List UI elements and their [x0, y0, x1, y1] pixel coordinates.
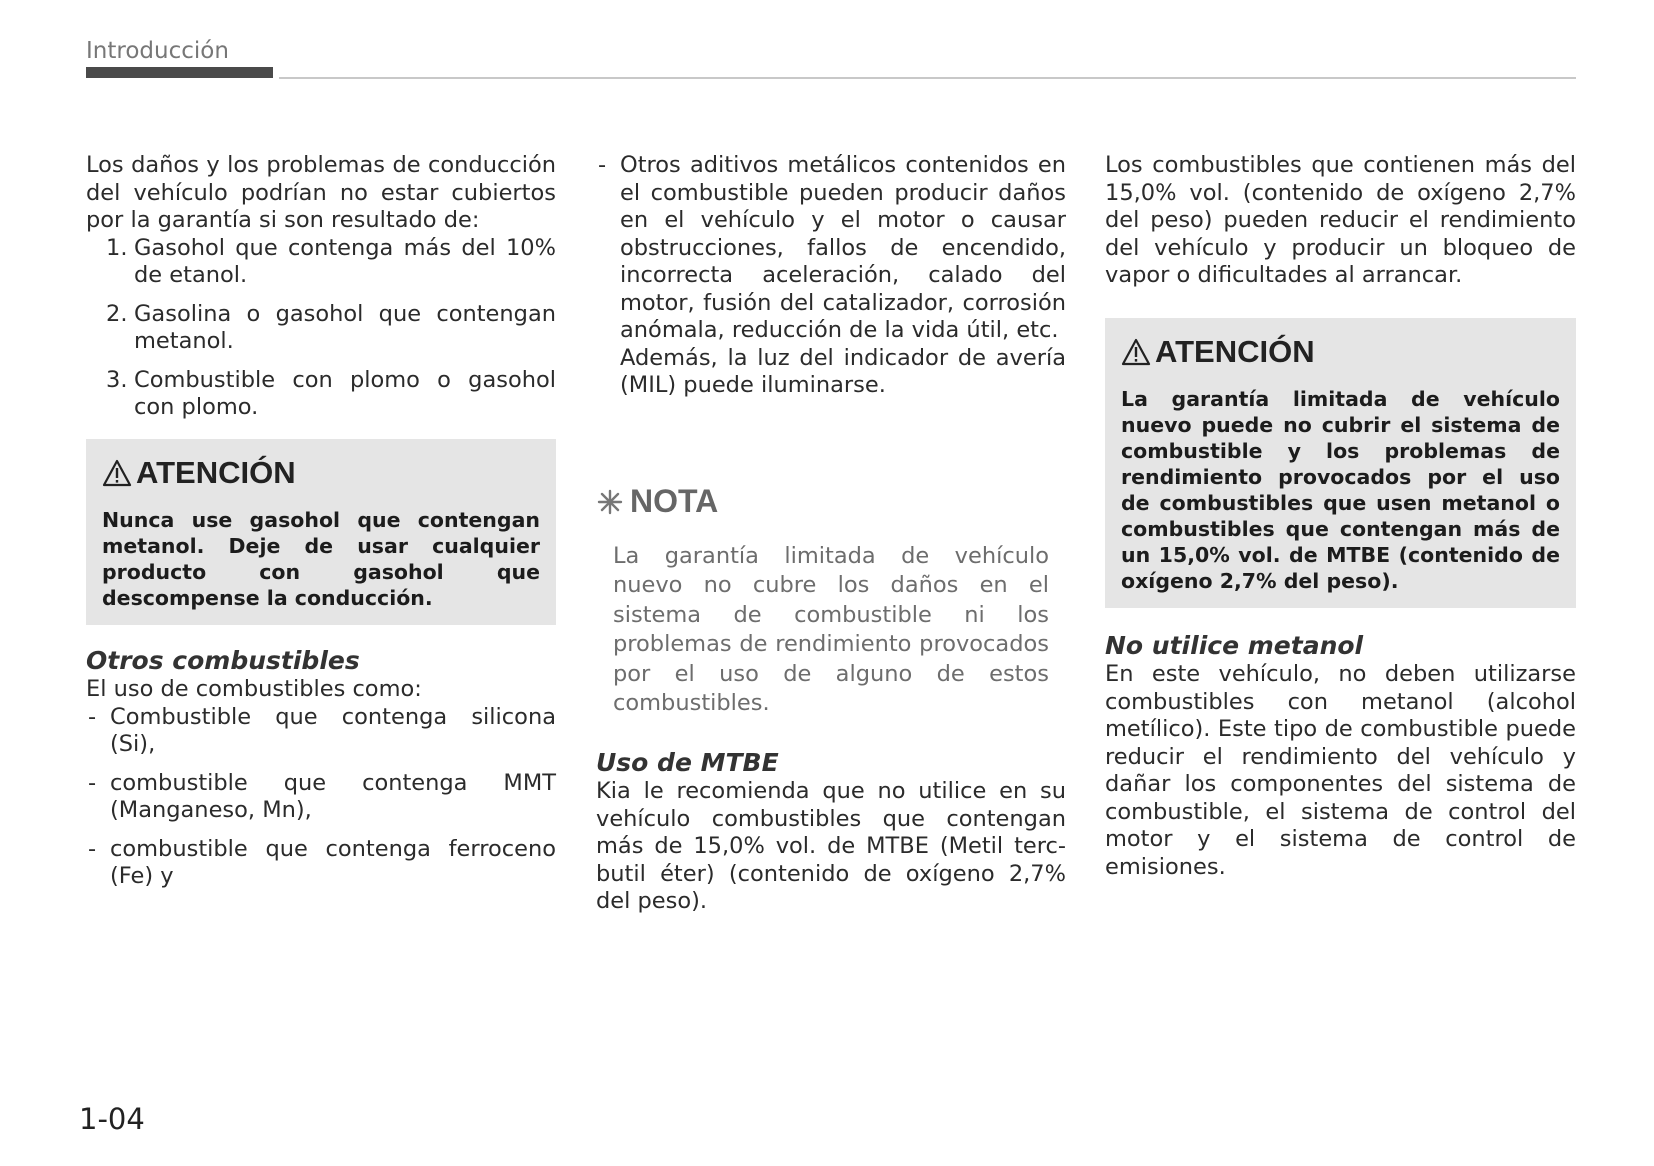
dash-marker: - [598, 152, 607, 178]
warning-box [86, 439, 556, 625]
warning-title [102, 453, 540, 493]
dash-item-text: combustible que contenga ferroceno (Fe) y [110, 835, 556, 889]
warning-body: Nunca use gasohol que contengan metanol. Deje de usar cualquier producto con gasohol que descompense la conducción. [102, 507, 540, 610]
dash-list [596, 152, 1066, 400]
column-middle [596, 152, 1066, 916]
section-intro: El uso de combustibles como: [86, 676, 422, 702]
list-item [86, 367, 556, 422]
intro-paragraph: Los daños y los problemas de conducción del vehículo podrían no estar cubiertos por la garantía si son resultado de: [86, 152, 556, 233]
column-right [1105, 152, 1576, 881]
dash-list-item [86, 704, 556, 759]
dash-item-text: combustible que contenga MMT (Manganeso, Mn), [110, 769, 556, 823]
dash-list-item [596, 152, 1066, 400]
section-body-metanol: En este vehículo, no deben utilizarse combustibles con metanol (alcohol metílico). Este tipo de combustible puede reducir el rendimiento del vehículo y dañar los componentes del sistema de combustible, el sistema de control del motor y el sistema de control de emisiones. [1105, 661, 1576, 880]
note-block [596, 482, 1066, 719]
list-number: 1. [106, 234, 128, 261]
warning-body: La garantía limitada de vehículo nuevo puede no cubrir el sistema de combustible y los problemas de rendimiento provocados por el uso de combustibles que usen metanol o combustibles que contengan más de un 15,0% vol. de MTBE (contenido de oxígeno 2,7% del peso). [1121, 386, 1560, 593]
dash-list [86, 704, 556, 891]
dash-marker: - [88, 769, 97, 796]
dash-item-continuation: Además, la luz del indicador de avería (MIL) puede iluminarse. [620, 344, 1066, 398]
warning-title [1121, 332, 1560, 372]
header-thick-rule [86, 67, 273, 78]
numbered-list [86, 235, 556, 422]
dash-list-item [86, 770, 556, 825]
dash-list-item [86, 836, 556, 891]
note-body: La garantía limitada de vehículo nuevo no cubre los daños en el sistema de combustible ni los problemas de rendimiento provocados por el uso de alguno de estos combustibles. [613, 542, 1049, 716]
list-item-text: Combustible con plomo o gasohol con plomo. [134, 366, 556, 420]
warning-title-text: ATENCIÓN [136, 454, 296, 490]
list-number: 2. [106, 300, 128, 327]
list-item-text: Gasolina o gasohol que contengan metanol. [134, 300, 556, 354]
page-number: 1-04 [79, 1102, 145, 1136]
dash-item-text: Combustible que contenga silicona (Si), [110, 703, 556, 757]
list-item-text: Gasohol que contenga más del 10% de etanol. [134, 234, 556, 288]
list-item [86, 235, 556, 290]
intro-paragraph: Los combustibles que contienen más del 15,0% vol. (contenido de oxígeno 2,7% del peso) pueden reducir el rendimiento del vehículo y producir un bloqueo de vapor o dificultades al arrancar. [1105, 152, 1576, 288]
list-number: 3. [106, 366, 128, 393]
warning-title-text: ATENCIÓN [1155, 333, 1315, 369]
section-body-mtbe: Kia le recomienda que no utilice en su vehículo combustibles que contengan más de 15,0% vol. de MTBE (Metil terc-butil éter) (contenido de oxígeno 2,7% del peso). [596, 778, 1066, 914]
warning-triangle-icon [1121, 338, 1151, 366]
note-title [596, 482, 1066, 519]
asterisk-icon [596, 488, 624, 516]
list-item [86, 301, 556, 356]
section-title-no-utilice-metanol: No utilice metanol [1105, 630, 1364, 660]
warning-triangle-icon [102, 459, 132, 487]
dash-marker: - [88, 835, 97, 862]
warning-box [1105, 318, 1576, 608]
section-header-title: Introducción [86, 38, 229, 64]
dash-marker: - [88, 703, 97, 730]
section-title-uso-mtbe: Uso de MTBE [596, 747, 779, 777]
note-title-text: NOTA [630, 482, 719, 519]
dash-item-text: Otros aditivos metálicos contenidos en el combustible pueden producir daños en el vehículo y el motor o causar obstrucciones, fallos de encendido, incorrecta aceleración, calado del motor, fusión del catalizador, corrosión anómala, reducción de la vida útil, etc. [620, 152, 1066, 343]
section-title-otros-combustibles: Otros combustibles [86, 645, 360, 675]
header-thin-rule [279, 77, 1576, 79]
column-left [86, 152, 556, 902]
